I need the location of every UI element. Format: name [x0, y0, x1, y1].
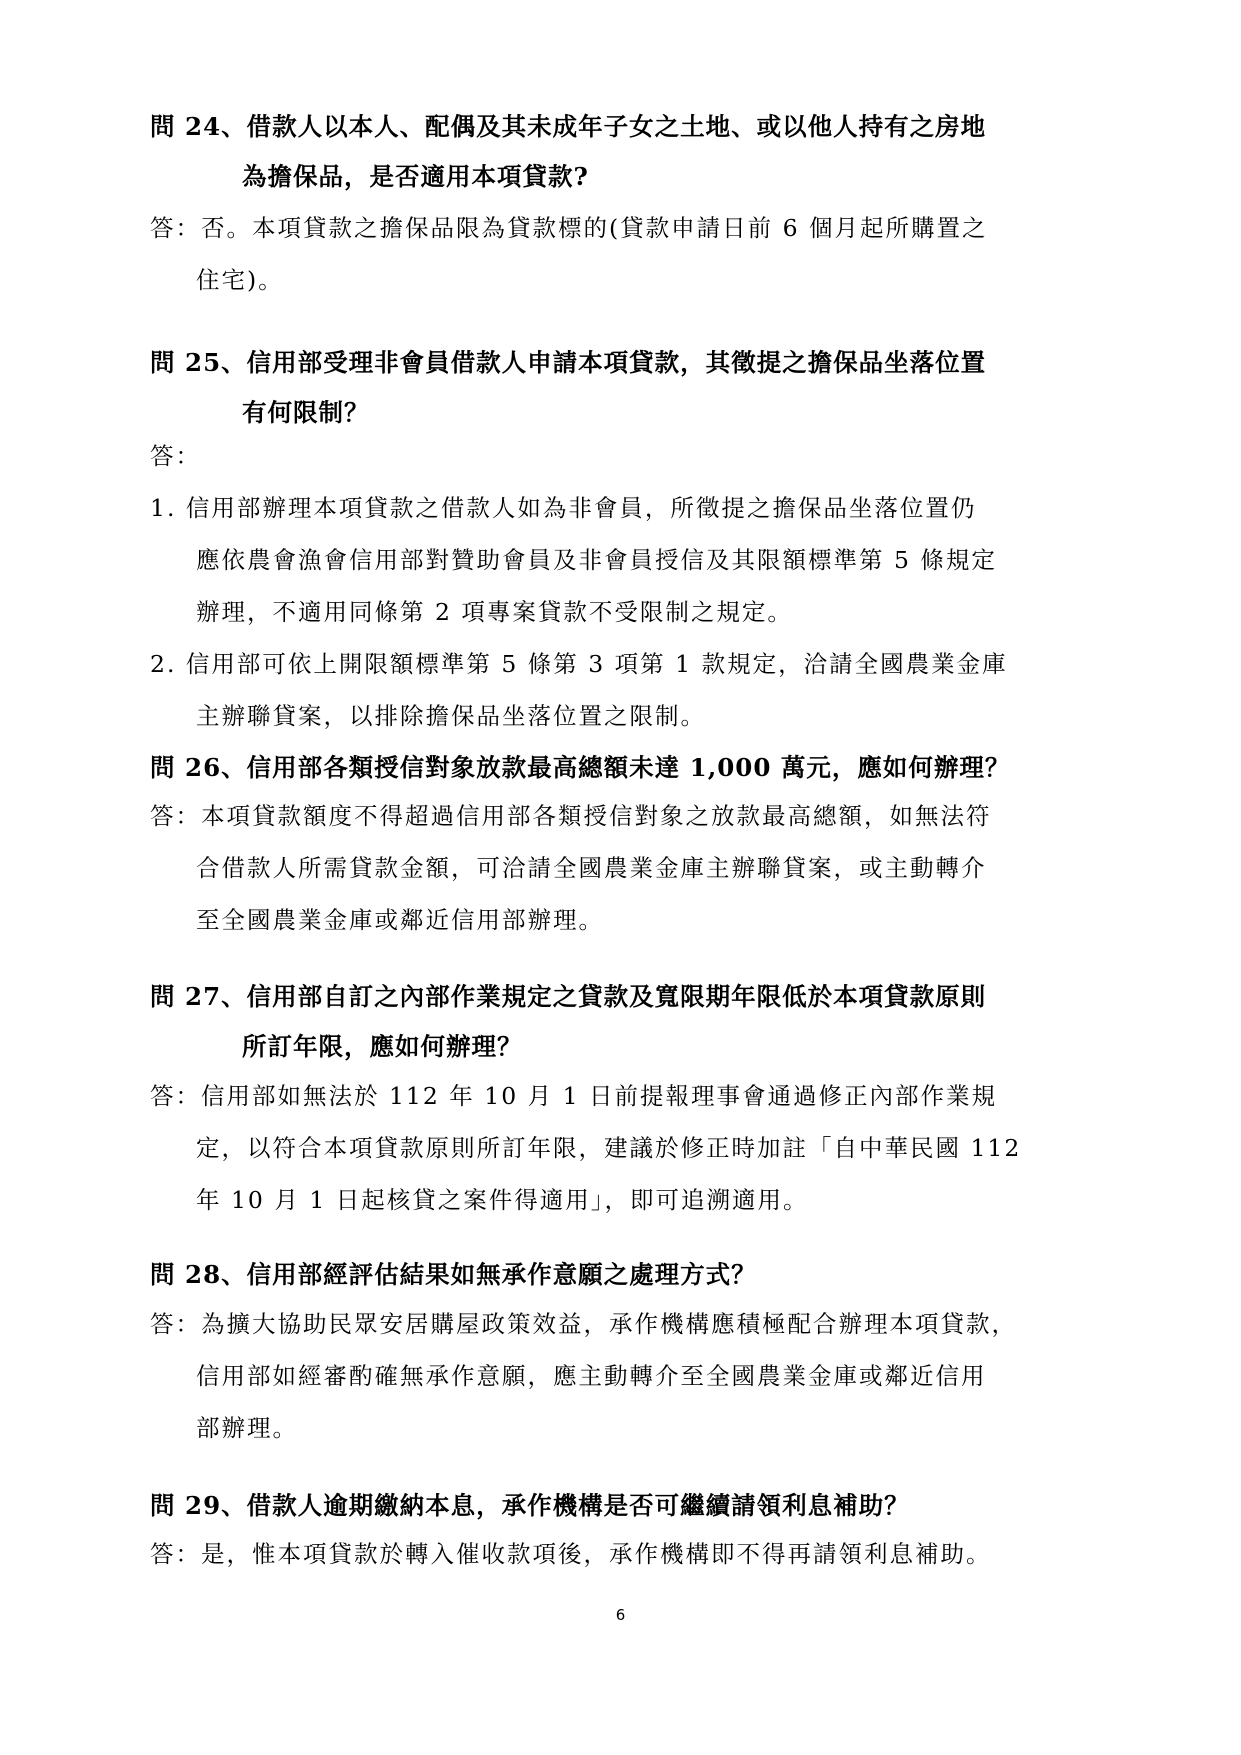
answer-27-line3: 年 10 月 1 日起核貸之案件得適用」，即可追溯適用。	[196, 1186, 809, 1214]
answer-25-item-1-line1: 1. 信用部辦理本項貸款之借款人如為非會員，所徵提之擔保品坐落位置仍	[150, 494, 977, 522]
answer-25-item-2-line2: 主辦聯貸案，以排除擔保品坐落位置之限制。	[196, 702, 706, 730]
question-27-line2: 所訂年限，應如何辦理？	[242, 1032, 523, 1061]
question-24	[150, 102, 1100, 202]
question-24-line1: 問 24、借款人以本人、配偶及其未成年子女之土地、或以他人持有之房地	[150, 112, 987, 141]
question-26-line1: 問 26、信用部各類授信對象放款最高總額未達 1,000 萬元，應如何辦理？	[150, 753, 1011, 782]
question-25-line1: 問 25、信用部受理非會員借款人申請本項貸款，其徵提之擔保品坐落位置	[150, 348, 987, 377]
answer-25-label: 答：	[150, 442, 201, 470]
question-27-line1: 問 27、信用部自訂之內部作業規定之貸款及寬限期年限低於本項貸款原則	[150, 982, 987, 1011]
question-29-line1: 問 29、借款人逾期繳納本息，承作機構是否可繼續請領利息補助？	[150, 1491, 910, 1520]
question-24-line2: 為擔保品，是否適用本項貸款?	[242, 162, 589, 191]
answer-25-item-2	[150, 638, 1100, 742]
answer-28	[150, 1298, 1100, 1454]
answer-24	[150, 202, 1100, 306]
answer-24-line1: 答：否。本項貸款之擔保品限為貸款標的(貸款申請日前 6 個月起所購置之	[150, 214, 988, 242]
answer-25	[150, 430, 1100, 742]
answer-28-line3: 部辦理。	[196, 1414, 298, 1442]
question-25	[150, 338, 1100, 438]
answer-27-line1: 答：信用部如無法於 112 年 10 月 1 日前提報理事會通過修正內部作業規	[150, 1082, 998, 1110]
answer-28-line2: 信用部如經審酌確無承作意願，應主動轉介至全國農業金庫或鄰近信用	[196, 1362, 987, 1390]
answer-26-line2: 合借款人所需貸款金額，可洽請全國農業金庫主辦聯貸案，或主動轉介	[196, 854, 987, 882]
question-29	[150, 1481, 1100, 1531]
question-28-line1: 問 28、信用部經評估結果如無承作意願之處理方式？	[150, 1260, 757, 1289]
question-26	[150, 743, 1100, 793]
answer-25-item-1-line2: 應依農會漁會信用部對贊助會員及非會員授信及其限額標準第 5 條規定	[196, 546, 997, 574]
answer-25-item-1-line3: 辦理，不適用同條第 2 項專案貸款不受限制之規定。	[196, 598, 793, 626]
question-25-line2: 有何限制？	[242, 398, 370, 427]
answer-26	[150, 790, 1100, 946]
page-number: 6	[615, 1606, 626, 1624]
answer-27	[150, 1070, 1100, 1226]
question-27	[150, 972, 1100, 1072]
answer-26-line1: 答：本項貸款額度不得超過信用部各類授信對象之放款最高總額，如無法符	[150, 802, 992, 830]
question-28	[150, 1250, 1100, 1300]
answer-25-item-1	[150, 482, 1100, 638]
answer-24-line2: 住宅)。	[196, 266, 284, 294]
answer-27-line2: 定，以符合本項貸款原則所訂年限，建議於修正時加註「自中華民國 112	[196, 1134, 1022, 1162]
answer-28-line1: 答：為擴大協助民眾安居購屋政策效益，承作機構應積極配合辦理本項貸款，	[150, 1310, 1017, 1338]
answer-29	[150, 1528, 1100, 1580]
answer-29-line1: 答：是，惟本項貸款於轉入催收款項後，承作機構即不得再請領利息補助。	[150, 1540, 992, 1568]
answer-26-line3: 至全國農業金庫或鄰近信用部辦理。	[196, 906, 604, 934]
answer-25-item-2-line1: 2. 信用部可依上開限額標準第 5 條第 3 項第 1 款規定，洽請全國農業金庫	[150, 650, 1008, 678]
